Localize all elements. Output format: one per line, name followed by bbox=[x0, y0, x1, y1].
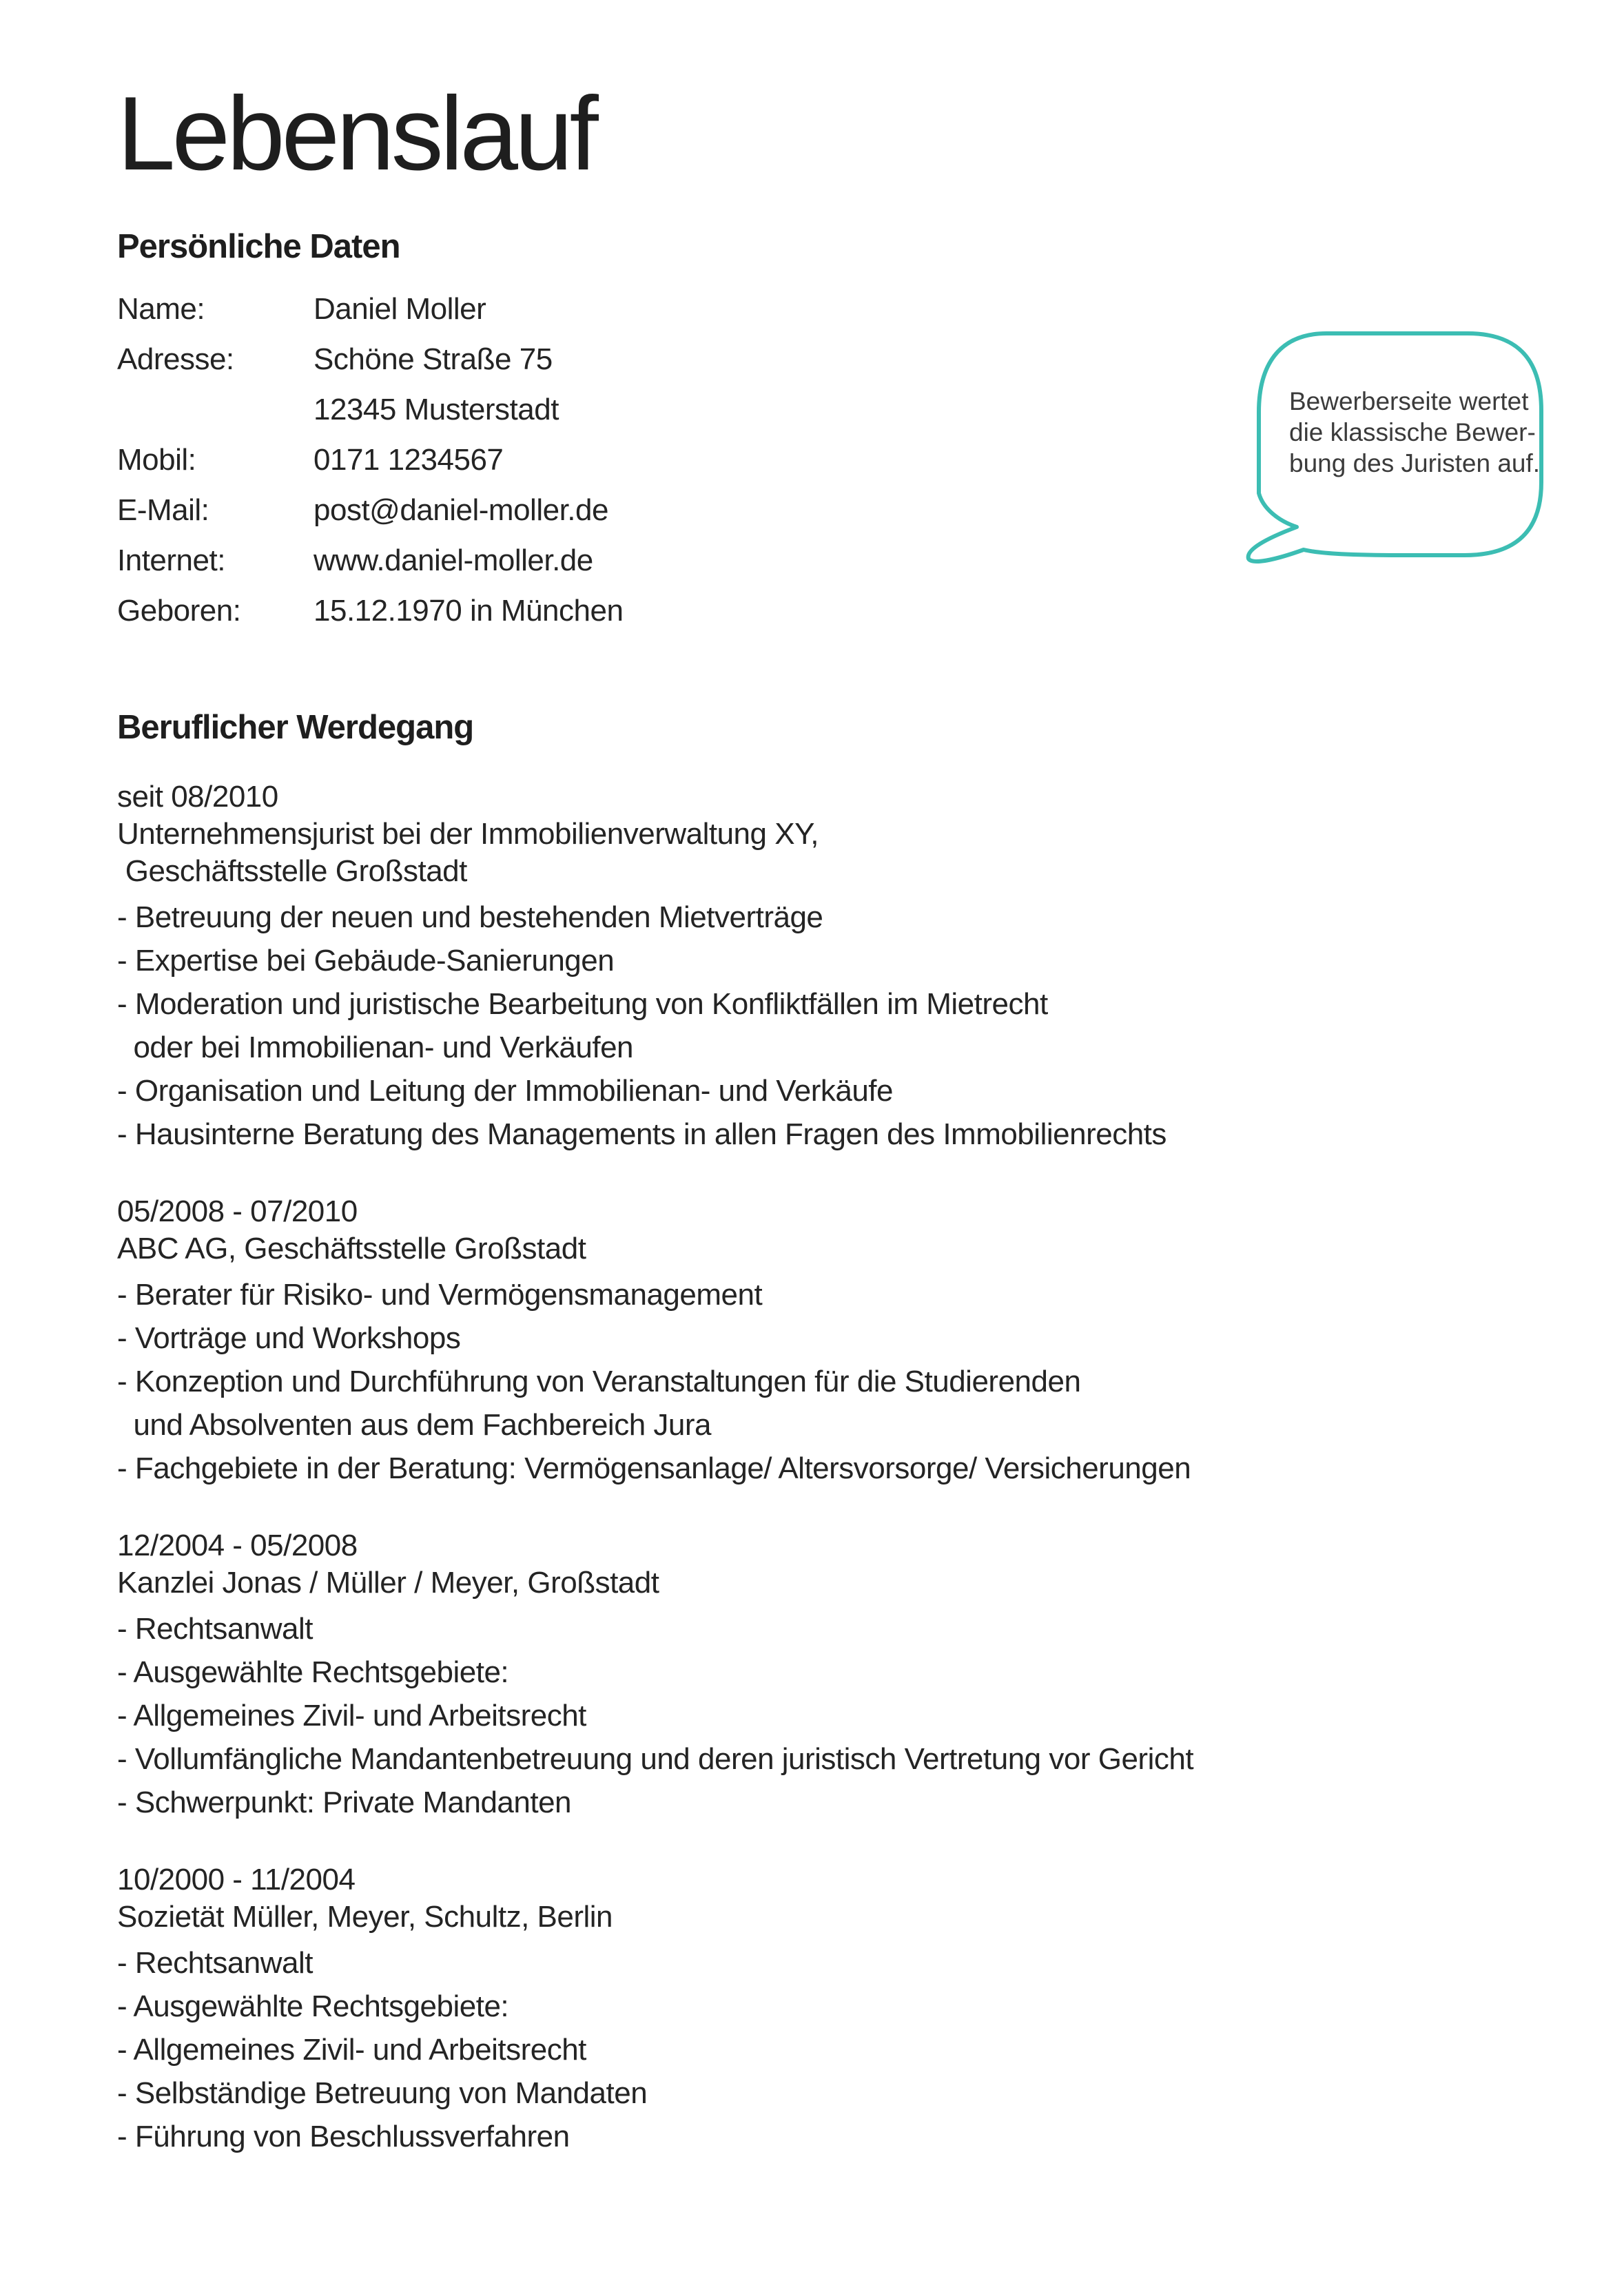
entry-bullet-line: - Vollumfängliche Mandantenbetreuung und deren juristisch Vertretung vor Gericht bbox=[117, 1742, 1194, 1776]
entry-bullet-line: - Selbständige Betreuung von Mandaten bbox=[117, 2076, 648, 2110]
field-value bbox=[314, 535, 1233, 586]
career-entries bbox=[117, 778, 1233, 2158]
personal-row bbox=[117, 284, 1233, 334]
annotation-callout bbox=[1237, 322, 1554, 577]
entry-employer-line: ABC AG, Geschäftsstelle Großstadt bbox=[117, 1232, 586, 1265]
entry-bullet-line: - Ausgewählte Rechtsgebiete: bbox=[117, 1655, 509, 1689]
callout-line: Bewerberseite wertet bbox=[1289, 387, 1529, 415]
entry-period: seit 08/2010 bbox=[117, 780, 278, 814]
field-value bbox=[314, 334, 1233, 435]
field-label: Geboren: bbox=[117, 594, 241, 628]
personal-section bbox=[117, 227, 1233, 636]
entry-bullet-line: - Konzeption und Durchführung von Veranstaltungen für die Studierenden bbox=[117, 1365, 1081, 1398]
entry-employer-line: Sozietät Müller, Meyer, Schultz, Berlin bbox=[117, 1900, 613, 1934]
field-value-line: post@daniel-moller.de bbox=[314, 493, 608, 527]
personal-section-heading: Persönliche Daten bbox=[117, 228, 400, 265]
entry-bullet-line: - Hausinterne Beratung des Managements in allen Fragen des Immobilienrechts bbox=[117, 1117, 1166, 1151]
page-title: Lebenslauf bbox=[117, 75, 595, 192]
field-value bbox=[314, 586, 1233, 636]
career-entry bbox=[117, 778, 1233, 1156]
field-value-line: 0171 1234567 bbox=[314, 443, 504, 477]
callout-line: die klassische Bewer- bbox=[1289, 418, 1536, 446]
entry-period: 12/2004 - 05/2008 bbox=[117, 1529, 358, 1562]
entry-bullet-line: - Organisation und Leitung der Immobilienan- und Verkäufe bbox=[117, 1074, 893, 1108]
career-entry bbox=[117, 1861, 1233, 2158]
career-entry bbox=[117, 1527, 1233, 1824]
entry-employer-line: Unternehmensjurist bei der Immobilienverwaltung XY, bbox=[117, 817, 819, 851]
callout-line: bung des Juristen auf. bbox=[1289, 449, 1541, 477]
career-entry bbox=[117, 1193, 1233, 1490]
entry-bullet-line: - Ausgewählte Rechtsgebiete: bbox=[117, 1989, 509, 2023]
field-value-line: Daniel Moller bbox=[314, 292, 486, 326]
entry-bullet-line: - Expertise bei Gebäude-Sanierungen bbox=[117, 944, 615, 978]
entry-period: 05/2008 - 07/2010 bbox=[117, 1194, 358, 1228]
document-body bbox=[117, 0, 1233, 2195]
entry-bullet-line: - Moderation und juristische Bearbeitung von Konfliktfällen im Mietrecht bbox=[117, 987, 1048, 1021]
field-value bbox=[314, 435, 1233, 485]
personal-row bbox=[117, 586, 1233, 636]
entry-bullet-line: - Betreuung der neuen und bestehenden Mietverträge bbox=[117, 900, 823, 934]
entry-bullet-line: - Führung von Beschlussverfahren bbox=[117, 2120, 570, 2153]
personal-rows bbox=[117, 284, 1233, 636]
entry-employer-line: Kanzlei Jonas / Müller / Meyer, Großstadt bbox=[117, 1566, 659, 1600]
field-value-line: Schöne Straße 75 bbox=[314, 342, 553, 376]
entry-bullet-line: oder bei Immobilienan- und Verkäufen bbox=[117, 1031, 634, 1064]
field-label: Name: bbox=[117, 292, 205, 326]
entry-bullets bbox=[117, 1607, 1233, 1824]
field-label: Internet: bbox=[117, 544, 225, 577]
entry-employer-line: Geschäftsstelle Großstadt bbox=[117, 854, 467, 888]
entry-bullet-line: - Rechtsanwalt bbox=[117, 1946, 314, 1980]
field-label: E-Mail: bbox=[117, 493, 209, 527]
entry-bullet-line: - Rechtsanwalt bbox=[117, 1612, 314, 1646]
entry-period: 10/2000 - 11/2004 bbox=[117, 1863, 356, 1896]
personal-row bbox=[117, 334, 1233, 435]
entry-bullet-line: - Allgemeines Zivil- und Arbeitsrecht bbox=[117, 1699, 586, 1733]
field-label: Mobil: bbox=[117, 443, 196, 477]
career-section-heading: Beruflicher Werdegang bbox=[117, 709, 474, 746]
field-value bbox=[314, 284, 1233, 334]
entry-bullets bbox=[117, 1273, 1233, 1490]
field-value-line: 15.12.1970 in München bbox=[314, 594, 624, 628]
entry-bullet-line: - Schwerpunkt: Private Mandanten bbox=[117, 1786, 572, 1819]
entry-bullet-line: - Fachgebiete in der Beratung: Vermögensanlage/ Altersvorsorge/ Versicherungen bbox=[117, 1451, 1191, 1485]
entry-bullets bbox=[117, 1941, 1233, 2158]
entry-bullet-line: und Absolventen aus dem Fachbereich Jura bbox=[117, 1408, 711, 1442]
field-value-line: www.daniel-moller.de bbox=[314, 544, 593, 577]
personal-row bbox=[117, 435, 1233, 485]
field-value-line: 12345 Musterstadt bbox=[314, 393, 559, 426]
callout-text bbox=[1289, 386, 1541, 479]
career-section bbox=[117, 708, 1233, 2158]
entry-bullet-line: - Vorträge und Workshops bbox=[117, 1321, 461, 1355]
personal-row bbox=[117, 535, 1233, 586]
field-value bbox=[314, 485, 1233, 535]
personal-row bbox=[117, 485, 1233, 535]
field-label: Adresse: bbox=[117, 342, 234, 376]
entry-bullet-line: - Allgemeines Zivil- und Arbeitsrecht bbox=[117, 2033, 586, 2067]
entry-bullets bbox=[117, 896, 1233, 1156]
entry-bullet-line: - Berater für Risiko- und Vermögensmanagement bbox=[117, 1278, 763, 1312]
